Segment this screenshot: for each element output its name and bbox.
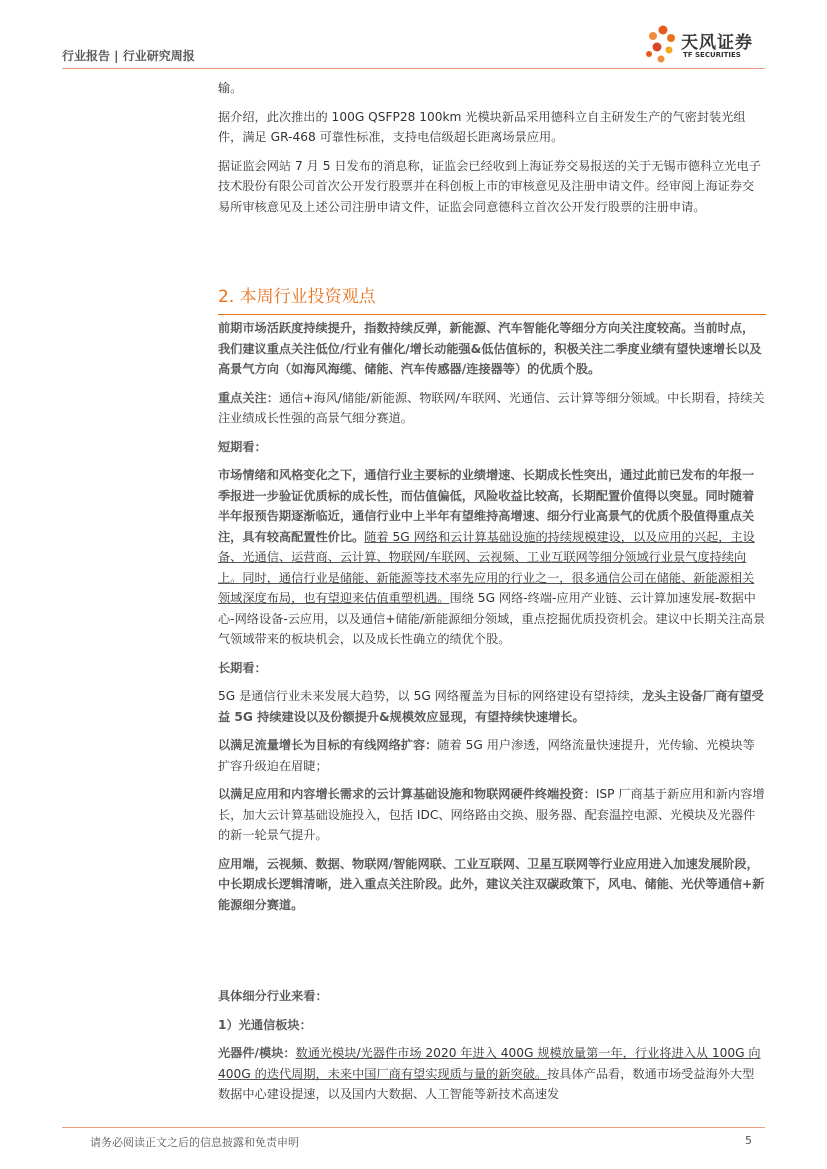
long-term-label: 长期看： [218, 660, 267, 675]
long-term-5g-bold: 龙头主设备厂商有望受益 5G 持续建设以及份额提升&规模效应显现，有望持续快速增长。 [218, 689, 764, 724]
long-term-5g-paragraph [218, 686, 766, 727]
focus-paragraph [218, 388, 766, 429]
long-term-wired-bold: 以满足流量增长为目标的有线网络扩容： [218, 738, 438, 752]
segment-optical-title: 1）光通信板块： [218, 1017, 312, 1032]
flower-logo-icon [641, 22, 681, 66]
long-term-cloud-plain: ISP 厂商基于新应用和新内容增长，加大云计算基础设施投入，包括 IDC、网络路由交换、服务器、配套温控电源、光模块及光器件的新一轮景气提升。 [218, 787, 765, 842]
segment-optical-paragraph [218, 1043, 766, 1105]
logo-chinese-name: 天风证券 [681, 33, 753, 53]
paragraph-product-intro: 据介绍，此次推出的 100G QSFP28 100km 光模块新品采用德科立自主研发生产的气密封装光组件，满足 GR-468 可靠性标准，支持电信级超长距离场景应用。 [218, 109, 746, 144]
logo-english-name: TF SECURITIES [683, 51, 741, 59]
header-report-type: 行业报告 | 行业研究周报 [62, 49, 195, 63]
segment-body [218, 986, 766, 1113]
long-term-cloud-paragraph [218, 784, 766, 846]
short-term-rest: 围绕 5G 网络-终端-应用产业链、云计算加速发展-数据中心-网络设备-云应用，以及通信+储能/新能源细分领域，重点挖掘优质投资机会。建议中长期关注高景气领域带来的板块机会，以及成长性确立的绩优个股。 [218, 591, 766, 646]
footer-divider [62, 1127, 765, 1128]
footer-disclaimer: 请务必阅读正文之后的信息披露和免责申明 [90, 1136, 299, 1149]
segment-label: 具体细分行业来看： [218, 989, 328, 1003]
long-term-5g-plain: 5G 是通信行业未来发展大趋势，以 5G 网络覆盖为目标的网络建设有望持续， [218, 689, 642, 703]
long-term-cloud-bold: 以满足应用和内容增长需求的云计算基础设施和物联网硬件终端投资： [218, 787, 596, 801]
long-term-wired-plain: 随着 5G 用户渗透，网络流量快速提升，光传输、光模块等扩容升级迫在眉睫； [218, 738, 755, 773]
focus-label: 重点关注： [218, 390, 279, 405]
market-overview-paragraph: 前期市场活跃度持续提升，指数持续反弹，新能源、汽车智能化等细分方向关注度较高。当前时点，我们建议重点关注低位/行业有催化/增长动能强&低估值标的，积极关注二季度业绩有望快速增长以及高景气方向（如海风海缆、储能、汽车传感器/连接器等）的优质个股。 [218, 321, 762, 376]
short-term-underlined: 随着 5G 网络和云计算基础设施的持续规模建设，以及应用的兴起，主设备、光通信、运营商、云计算、物联网/车联网、云视频、工业互联网等细分领域行业景气度持续向上。同时，通信行业是储能、新能源等技术率先应用的行业之一，很多通信公司在储能、新能源相关领域深度布局，也有望迎来估值重塑机遇。 [218, 529, 755, 605]
paragraph-csrc-approval: 据证监会网站 7 月 5 日发布的消息称，证监会已经收到上海证券交易报送的关于无锡市德科立光电子技术股份有限公司首次公开发行股票并在科创板上市的审核意见及注册申请文件。经审阅上海证券交易所审核意见及上述公司注册申请文件，证监会同意德科立首次公开发行股票的注册申请。 [218, 158, 761, 214]
section-divider [218, 314, 766, 315]
top-paragraphs [218, 78, 766, 225]
short-term-paragraph [218, 465, 766, 650]
section-title: 2. 本周行业投资观点 [218, 287, 376, 307]
focus-text: 通信+海风/储能/新能源、物联网/车联网、光通信、云计算等细分领域。中长期看，持续关注业绩成长性强的高景气细分赛道。 [218, 390, 765, 425]
section-heading [218, 282, 766, 315]
segment-optical-plain: 按具体产品看，数通市场受益海外大型数据中心建设提速，以及国内大数据、人工智能等新技术高速发 [218, 1066, 755, 1101]
long-term-apps-paragraph: 应用端，云视频、数据、物联网/智能网联、工业互联网、卫星互联网等行业应用进入加速发展阶段，中长期成长逻辑清晰，进入重点关注阶段。此外，建议关注双碳政策下，风电、储能、光伏等通信+新能源细分赛道。 [218, 856, 765, 912]
short-term-label: 短期看： [218, 439, 267, 454]
investment-view-body [218, 318, 766, 923]
segment-optical-label: 光器件/模块： [218, 1046, 296, 1060]
paragraph-continuation: 输。 [218, 81, 243, 95]
segment-optical-underlined: 数通光模块/光器件市场 2020 年进入 400G 规模放量第一年，行业将进入从 100G 向 400G 的迭代周期，未来中国厂商有望实现质与量的新突破。 [218, 1046, 761, 1081]
short-term-bold: 市场情绪和风格变化之下，通信行业主要标的业绩增速、长期成长性突出，通过此前已发布的年报一季报进一步验证优质标的成长性，而估值偏低，风险收益比较高，长期配置价值得以突显。同时随着半年报预告期逐渐临近，通信行业中上半年有望维持高增速、细分行业高景气的优质个股值得重点关注，具有较高配置性价比。 [218, 468, 755, 544]
header-divider [62, 68, 765, 69]
long-term-wired-paragraph [218, 735, 766, 776]
page-number: 5 [745, 1134, 752, 1147]
company-logo [641, 22, 771, 66]
